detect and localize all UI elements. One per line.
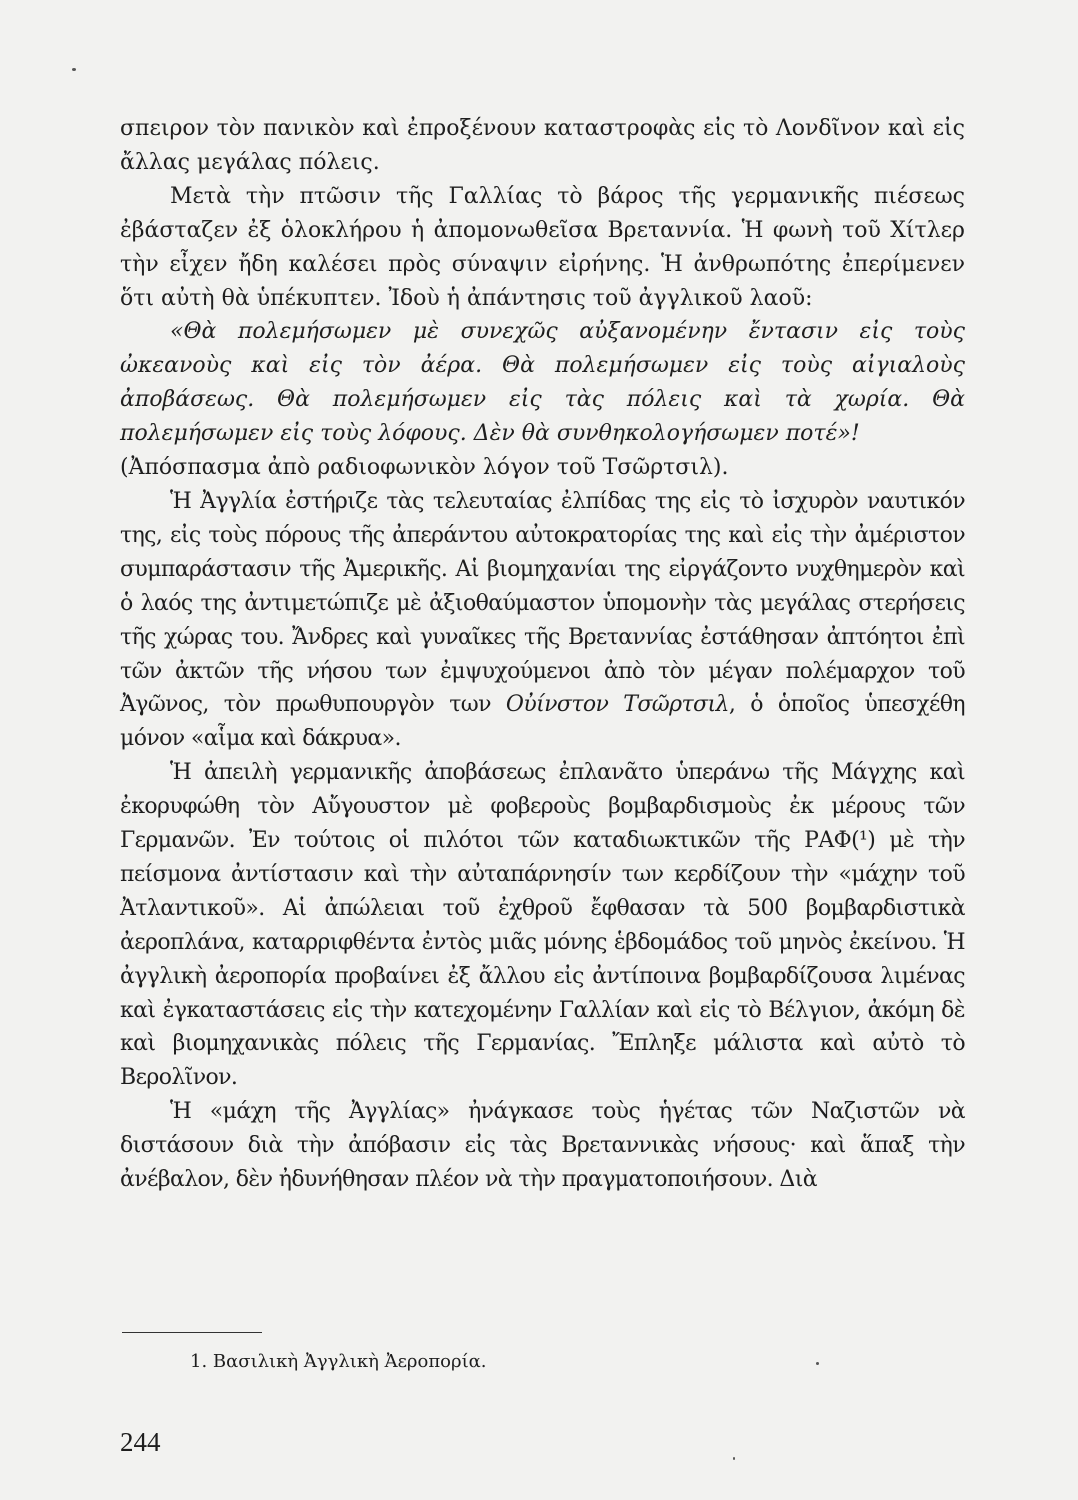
churchill-name: Οὐίνστον Τσῶρτσιλ xyxy=(505,692,729,718)
footnote-reference: (¹) xyxy=(851,828,876,854)
paragraph-german-threat-rest: μὲ τὴν πείσμονα ἀντίστασιν καὶ τὴν αὐταπάρνησίν των κερδίζουν τὴν «μάχην τοῦ Ἀτλαντικοῦ». Αἱ ἀπώλειαι τοῦ ἐχθροῦ ἔφθασαν τὰ 500 βομβαρδιστικὰ ἀεροπλάνα, καταρριφθέντα ἐντὸς μιᾶς μόνης ἑβδομάδος τοῦ μηνὸς ἐκείνου. Ἡ ἀγγλικὴ ἀεροπορία προβαίνει ἐξ ἄλλου εἰς ἀντίποινα βομβαρδίζουσα λιμένας καὶ ἐγκαταστάσεις εἰς τὴν κατεχομένην Γαλλίαν καὶ εἰς τὸ Βέλγιον, ἀκόμη δὲ καὶ βιομηχανικὰς πόλεις τῆς Γερμανίας. Ἔπληξε μάλιστα καὶ αὐτὸ τὸ Βερολῖνον. xyxy=(120,828,965,1091)
footnote-divider xyxy=(122,1332,262,1333)
scan-speck xyxy=(816,1362,819,1365)
paragraph-fall-of-france: Μετὰ τὴν πτῶσιν τῆς Γαλλίας τὸ βάρος τῆς γερμανικῆς πιέσεως ἐβάσταζεν ἐξ ὁλοκλήρου ἡ ἀπομονωθεῖσα Βρεταννία. Ἡ φωνὴ τοῦ Χίτλερ τὴν εἶχεν ἤδη καλέσει πρὸς σύναψιν εἰρήνης. Ἡ ἀνθρωπότης ἐπερίμενεν ὅτι αὐτὴ θὰ ὑπέκυπτεν. Ἰδοὺ ἡ ἀπάντησις τοῦ ἀγγλικοῦ λαοῦ: xyxy=(120,183,965,311)
footnote: 1. Βασιλικὴ Ἀγγλικὴ Ἀεροπορία. xyxy=(190,1351,487,1372)
paragraph-german-threat-text: Ἡ ἀπειλὴ γερμανικῆς ἀποβάσεως ἐπλανᾶτο ὑπεράνω τῆς Μάγχης καὶ ἐκορυφώθη τὸν Αὔγουστον μὲ φοβεροὺς βομβαρδισμοὺς ἐκ μέρους τῶν Γερμανῶν. Ἐν τούτοις οἱ πιλότοι τῶν καταδιωκτικῶν τῆς ΡΑΦ xyxy=(120,760,965,854)
scan-speck xyxy=(733,1457,735,1460)
churchill-quote: «Θὰ πολεμήσωμεν μὲ συνεχῶς αὐξανομένην ἔντασιν εἰς τοὺς ὠκεανοὺς καὶ εἰς τὸν ἀέρα. Θὰ πολεμήσωμεν εἰς τοὺς αἰγιαλοὺς ἀποβάσεως. Θὰ πολεμήσωμεν εἰς τὰς πόλεις καὶ τὰ χωρία. Θὰ πολεμήσωμεν εἰς τοὺς λόφους. Δὲν θὰ συνθηκολογήσωμεν ποτέ»! xyxy=(120,319,965,447)
paragraph-britain-hopes xyxy=(120,485,965,756)
body-text xyxy=(120,112,965,1197)
scan-speck xyxy=(72,68,76,71)
page-number: 244 xyxy=(120,1427,161,1457)
quote-source: (Ἀπόσπασμα ἀπὸ ραδιοφωνικὸν λόγον τοῦ Τσῶρτσιλ). xyxy=(120,455,729,481)
paragraph-battle-of-britain: Ἡ «μάχη τῆς Ἀγγλίας» ἠνάγκασε τοὺς ἡγέτας τῶν Ναζιστῶν νὰ διστάσουν διὰ τὴν ἀπόβασιν εἰς τὰς Βρεταννικὰς νήσους· καὶ ἅπαξ τὴν ἀνέβαλον, δὲν ἠδυνήθησαν πλέον νὰ τὴν πραγματοποιήσουν. Διὰ xyxy=(120,1099,965,1193)
paragraph-britain-hopes-end: , ὁ ὁποῖος ὑπεσχέθη μόνον «αἷμα καὶ δάκρυα». xyxy=(120,692,965,752)
paragraph-german-threat xyxy=(120,756,965,1095)
paragraph-britain-hopes-text: Ἡ Ἀγγλία ἐστήριζε τὰς τελευταίας ἐλπίδας της εἰς τὸ ἰσχυρὸν ναυτικόν της, εἰς τοὺς πόρους τῆς ἀπεράντου αὐτοκρατορίας της καὶ εἰς τὴν ἀμέριστον συμπαράστασιν τῆς Ἀμερικῆς. Αἱ βιομηχανίαι της εἰργάζοντο νυχθημερὸν καὶ ὁ λαός της ἀντιμετώπιζε μὲ ἀξιοθαύμαστον ὑπομονὴν τὰς μεγάλας στερήσεις τῆς χώρας του. Ἄνδρες καὶ γυναῖκες τῆς Βρεταννίας ἐστάθησαν ἀπτόητοι ἐπὶ τῶν ἀκτῶν τῆς νήσου των ἐμψυχούμενοι ἀπὸ τὸν μέγαν πολέμαρχον τοῦ Ἀγῶνος, τὸν πρωθυπουργὸν των xyxy=(120,488,965,718)
paragraph-continuation: σπειρον τὸν πανικὸν καὶ ἐπροξένουν καταστροφὰς εἰς τὸ Λονδῖνον καὶ εἰς ἄλλας μεγάλας πόλεις. xyxy=(120,116,965,175)
